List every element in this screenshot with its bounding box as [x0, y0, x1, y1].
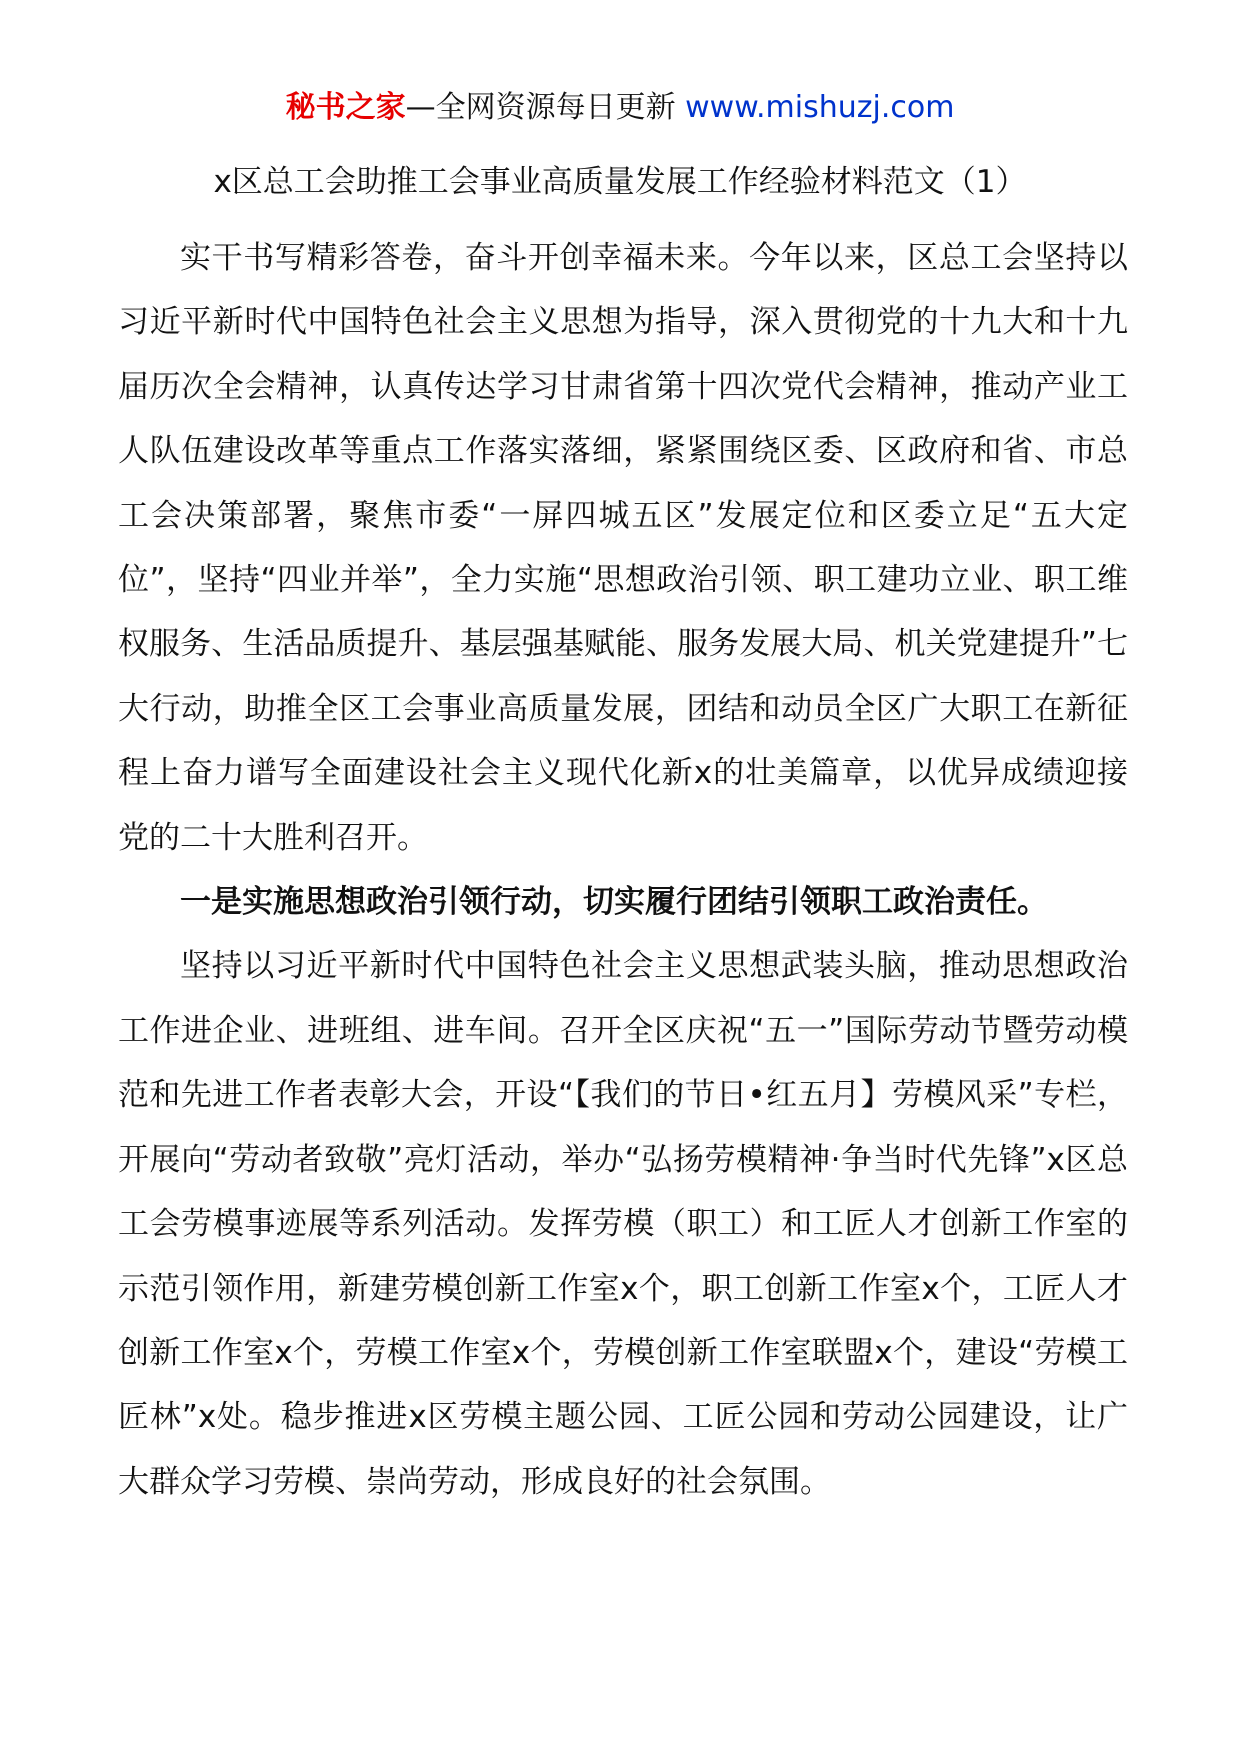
section-heading-1: 一是实施思想政治引领行动，切实履行团结引领职工政治责任。 [180, 884, 1048, 921]
paragraph-intro: 实干书写精彩答卷，奋斗开创幸福未来。今年以来，区总工会坚持以习近平新时代中国特色社会主义思想为指导，深入贯彻党的十九大和十九届历次全会精神，认真传达学习甘肃省第十四次党代会精神，推动产业工人队伍建设改革等重点工作落实落细，紧紧围绕区委、区政府和省、市总工会决策部署，聚焦市委“一屏四城五区”发展定位和区委立足“五大定位”，坚持“四业并举”，全力实施“思想政治引领、职工建功立业、职工维权服务、生活品质提升、基层强基赋能、服务发展大局、机关党建提升”七大行动，助推全区工会事业高质量发展，团结和动员全区广大职工在新征程上奋力谱写全面建设社会主义现代化新x的壮美篇章，以优异成绩迎接党的二十大胜利召开。 [118, 240, 1128, 856]
site-slogan: —全网资源每日更新 [405, 90, 686, 125]
paragraph-section-1: 坚持以习近平新时代中国特色社会主义思想武装头脑，推动思想政治工作进企业、进班组、进车间。召开全区庆祝“五一”国际劳动节暨劳动模范和先进工作者表彰大会，开设“【我们的节日•红五月】劳模风采”专栏，开展向“劳动者致敬”亮灯活动，举办“弘扬劳模精神·争当时代先锋”x区总工会劳模事迹展等系列活动。发挥劳模（职工）和工匠人才创新工作室的示范引领作用，新建劳模创新工作室x个，职工创新工作室x个，工匠人才创新工作室x个，劳模工作室x个，劳模创新工作室联盟x个，建设“劳模工匠林”x处。稳步推进x区劳模主题公园、工匠公园和劳动公园建设，让广大群众学习劳模、崇尚劳动，形成良好的社会氛围。 [118, 948, 1128, 1500]
site-header [0, 86, 1240, 130]
document-body [118, 226, 1128, 1514]
site-url[interactable]: www.mishuzj.com [685, 90, 955, 125]
document-title: x区总工会助推工会事业高质量发展工作经验材料范文（1） [213, 164, 1027, 200]
site-brand: 秘书之家 [285, 90, 406, 125]
